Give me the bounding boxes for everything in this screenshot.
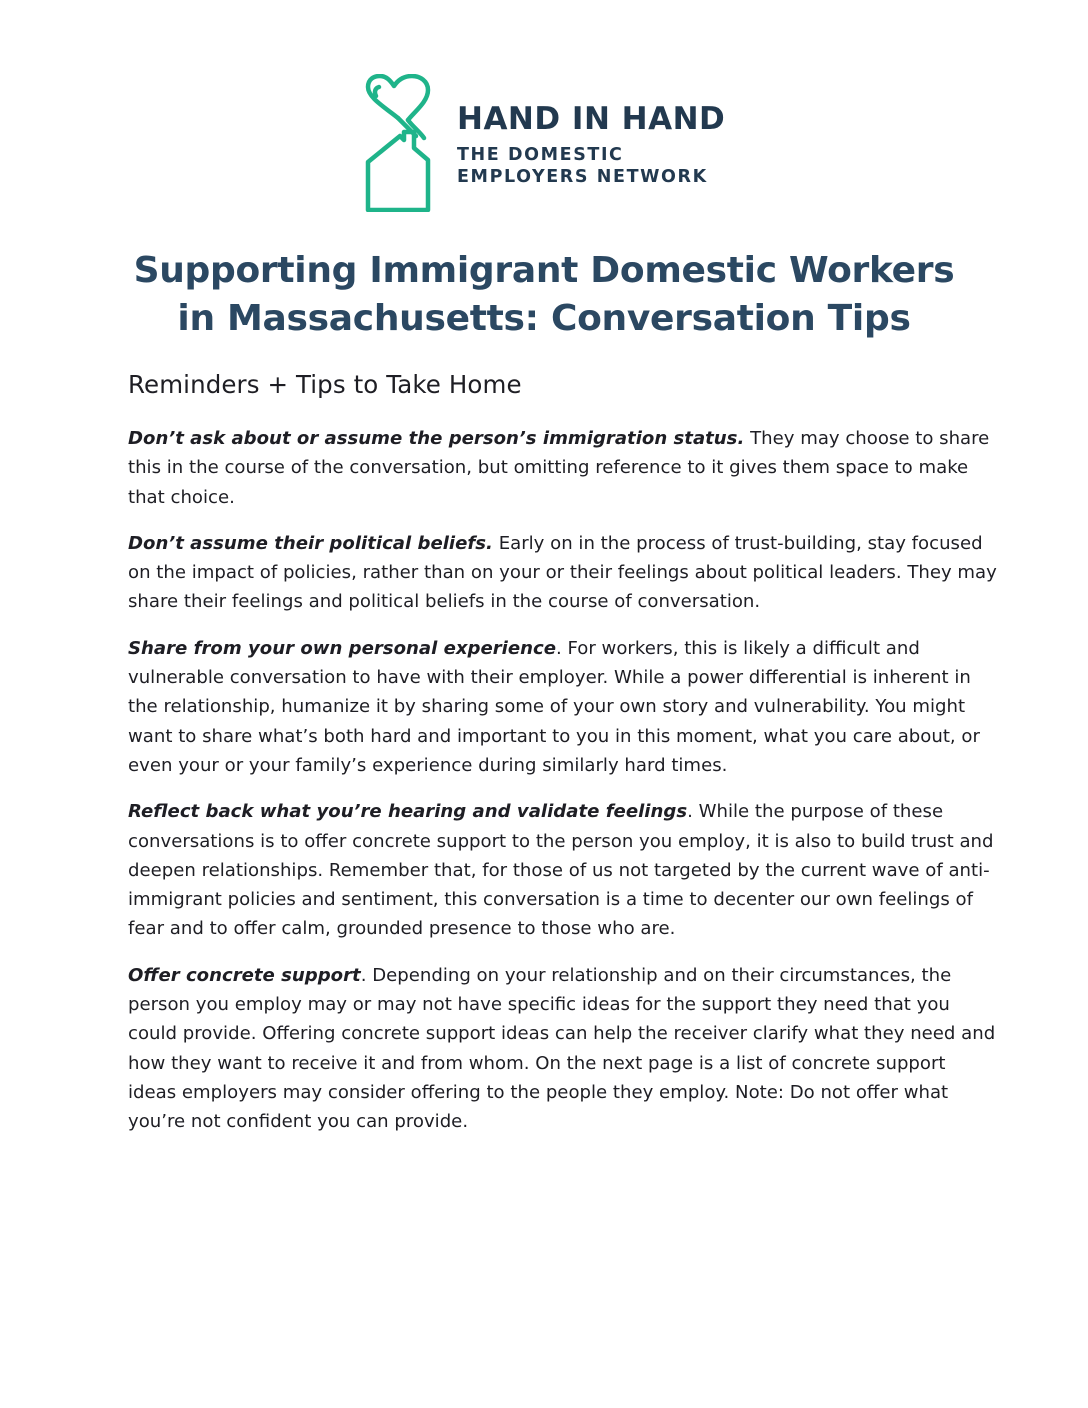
tip-lead: Share from your own personal experience — [128, 637, 557, 659]
organization-logo — [364, 74, 764, 214]
tip-lead: Don’t assume their political beliefs. — [128, 532, 493, 554]
logo-name: HAND IN HAND — [457, 101, 726, 137]
tip-item — [128, 634, 998, 780]
logo-wordmark — [457, 101, 726, 188]
page-title-line1: Supporting Immigrant Domestic Workers — [133, 250, 955, 291]
tip-body: . For workers, this is likely a difficult and vulnerable conversation to have with their employer. While a power differential is inherent in the relationship, humanize it by sharing some of your own story and vulnerability. You might want to share what’s both hard and important to you in this moment, what you care about, or even your or your family’s experience during similarly hard times. — [128, 637, 980, 776]
tip-body: . While the purpose of these conversations is to offer concrete support to the person you employ, it is also to build trust and deepen relationships. Remember that, for those of us not targeted by the current wave of anti-immigrant policies and sentiment, this conversation is a time to decenter our own feelings of fear and to offer calm, grounded presence to those who are. — [128, 801, 994, 940]
page-title — [40, 247, 1048, 343]
tips-list — [128, 424, 998, 1154]
logo-subtitle-line1: THE DOMESTIC — [457, 145, 624, 165]
tip-item — [128, 424, 998, 512]
tip-body: . Depending on your relationship and on their circumstances, the person you employ may or may not have specific ideas for the support they need that you could provide. Offering concrete support ideas can help the receiver clarify what they need and how they want to receive it and from whom. On the next page is a list of concrete support ideas employers may consider offering to the people they employ. Note: Do not offer what you’re not confident you can provide. — [128, 964, 996, 1133]
tip-lead: Reflect back what you’re hearing and validate feelings — [128, 801, 688, 823]
tip-item — [128, 961, 998, 1137]
section-heading: Reminders + Tips to Take Home — [128, 370, 522, 399]
heart-house-icon — [364, 74, 434, 212]
page-title-line2: in Massachusetts: Conversation Tips — [177, 298, 911, 339]
tip-lead: Offer concrete support — [128, 964, 361, 986]
logo-subtitle-line2: EMPLOYERS NETWORK — [457, 167, 708, 187]
tip-body: They may choose to share this in the course of the conversation, but omitting reference to it gives them space to make that choice. — [128, 428, 990, 508]
tip-item — [128, 797, 998, 943]
tip-lead: Don’t ask about or assume the person’s immigration status. — [128, 428, 745, 449]
tip-item — [128, 529, 998, 617]
tip-body: Early on in the process of trust-building, stay focused on the impact of policies, rather than on your or their feelings about political leaders. They may share their feelings and political beliefs in the course of conversation. — [128, 532, 997, 613]
